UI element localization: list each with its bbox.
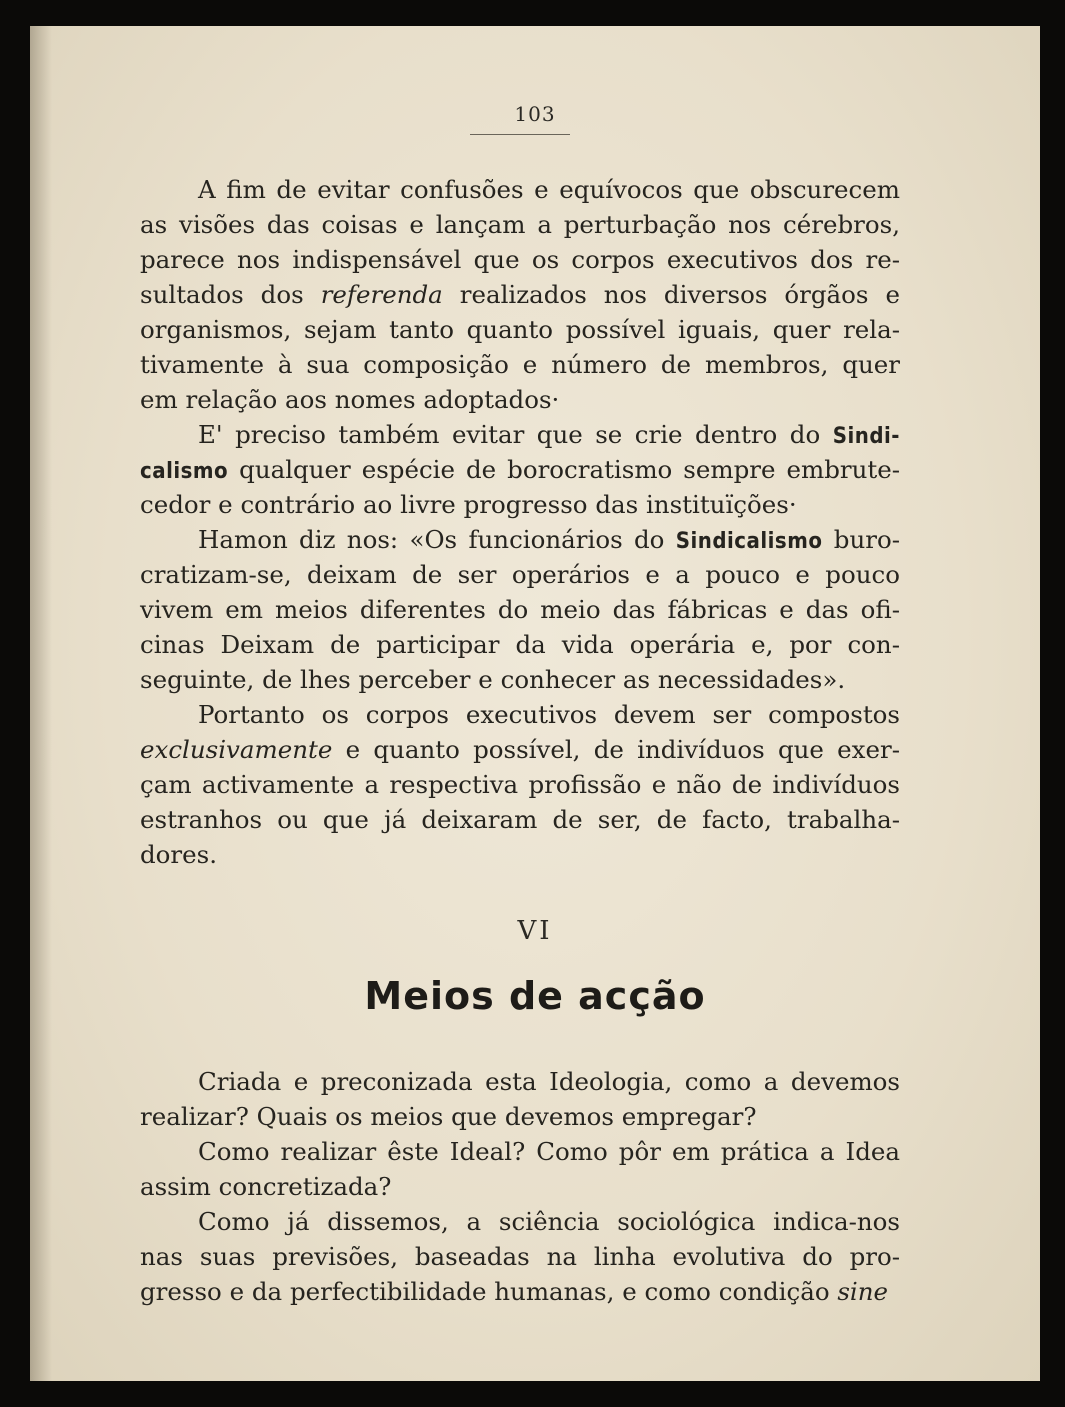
text-run: assim concretizada? [140, 1172, 392, 1201]
text-line [140, 767, 900, 802]
book-page [30, 26, 1040, 1381]
page-gutter-shadow [30, 26, 52, 1381]
text-line [140, 452, 900, 487]
text-run: em relação aos nomes adoptados· [140, 385, 560, 414]
text-line [140, 1274, 900, 1309]
paragraph [140, 1134, 900, 1204]
text-run: parece nos indispensável que os corpos executivos dos re- [140, 245, 900, 274]
section-title: Meios de acção [364, 974, 706, 1018]
header-rule [470, 134, 570, 135]
section-numeral: VI [517, 916, 553, 946]
text-run: buro- [822, 525, 900, 554]
text-run: çam activamente a respectiva profissão e não de indivíduos [140, 770, 900, 799]
text-run: Portanto os corpos executivos devem ser compostos [198, 700, 900, 729]
text-line [140, 627, 900, 662]
text-run: A fim de evitar confusões e equívocos que obscurecem [198, 175, 900, 204]
bold-text-run: Sindicalismo [675, 529, 823, 554]
text-line [140, 1134, 900, 1169]
text-line [140, 522, 900, 557]
italic-text-run: referenda [320, 280, 443, 309]
text-run: cinas Deixam de participar da vida operária e, por con- [140, 630, 900, 659]
text-run: Criada e preconizada esta Ideologia, como a devemos [198, 1067, 900, 1096]
text-run: as visões das coisas e lançam a perturbação nos cérebros, [140, 210, 900, 239]
text-line [140, 697, 900, 732]
text-line [140, 242, 900, 277]
bold-text-run: Sindi- [832, 424, 900, 449]
text-line [140, 417, 900, 452]
bold-text-run: calismo [140, 459, 229, 484]
scan-border [0, 0, 1065, 28]
text-run: tivamente à sua composição e número de membros, quer [140, 350, 900, 379]
text-line [140, 1064, 900, 1099]
paragraph [140, 172, 900, 417]
text-run: Hamon diz nos: «Os funcionários do [198, 525, 676, 554]
text-run: Como realizar êste Ideal? Como pôr em prática a Idea [198, 1137, 900, 1166]
text-run: sultados dos [140, 280, 321, 309]
text-run: vivem em meios diferentes do meio das fábricas e das ofi- [140, 595, 900, 624]
text-line [140, 662, 900, 697]
text-run: E' preciso também evitar que se crie dentro do [198, 420, 833, 449]
text-line [140, 347, 900, 382]
body-text-after-section [140, 1064, 900, 1309]
text-line [140, 837, 900, 872]
text-line [140, 1169, 900, 1204]
paragraph [140, 1204, 900, 1309]
body-text-before-section [140, 172, 900, 872]
text-run: gresso e da perfectibilidade humanas, e como condição [140, 1277, 838, 1306]
text-line [140, 382, 900, 417]
text-run: e quanto possível, de indivíduos que exer- [332, 735, 900, 764]
text-line [140, 172, 900, 207]
text-run: organismos, sejam tanto quanto possível iguais, quer rela- [140, 315, 900, 344]
text-line [140, 1239, 900, 1274]
paragraph [140, 522, 900, 697]
text-run: Como já dissemos, a sciência sociológica indica-nos [198, 1207, 900, 1236]
text-line [140, 592, 900, 627]
text-line [140, 277, 900, 312]
text-run: realizar? Quais os meios que devemos empregar? [140, 1102, 757, 1131]
text-line [140, 732, 900, 767]
paragraph [140, 417, 900, 522]
text-line [140, 557, 900, 592]
text-run: cratizam-se, deixam de ser operários e a pouco e pouco [140, 560, 900, 589]
text-run: nas suas previsões, baseadas na linha evolutiva do pro- [140, 1242, 900, 1271]
paragraph [140, 697, 900, 872]
text-line [140, 207, 900, 242]
text-line [140, 1204, 900, 1239]
paragraph [140, 1064, 900, 1134]
page-number: 103 [514, 102, 556, 126]
italic-text-run: sine [837, 1277, 889, 1306]
text-run: estranhos ou que já deixaram de ser, de facto, trabalha- [140, 805, 900, 834]
text-run: qualquer espécie de borocratismo sempre embrute- [228, 455, 900, 484]
text-run: realizados nos diversos órgãos e [442, 280, 901, 309]
text-line [140, 487, 900, 522]
text-run: dores. [140, 840, 218, 869]
text-run: seguinte, de lhes perceber e conhecer as necessidades». [140, 665, 846, 694]
italic-text-run: exclusivamente [140, 735, 333, 764]
text-line [140, 312, 900, 347]
text-line [140, 802, 900, 837]
text-run: cedor e contrário ao livre progresso das instituïções· [140, 490, 797, 519]
text-line [140, 1099, 900, 1134]
